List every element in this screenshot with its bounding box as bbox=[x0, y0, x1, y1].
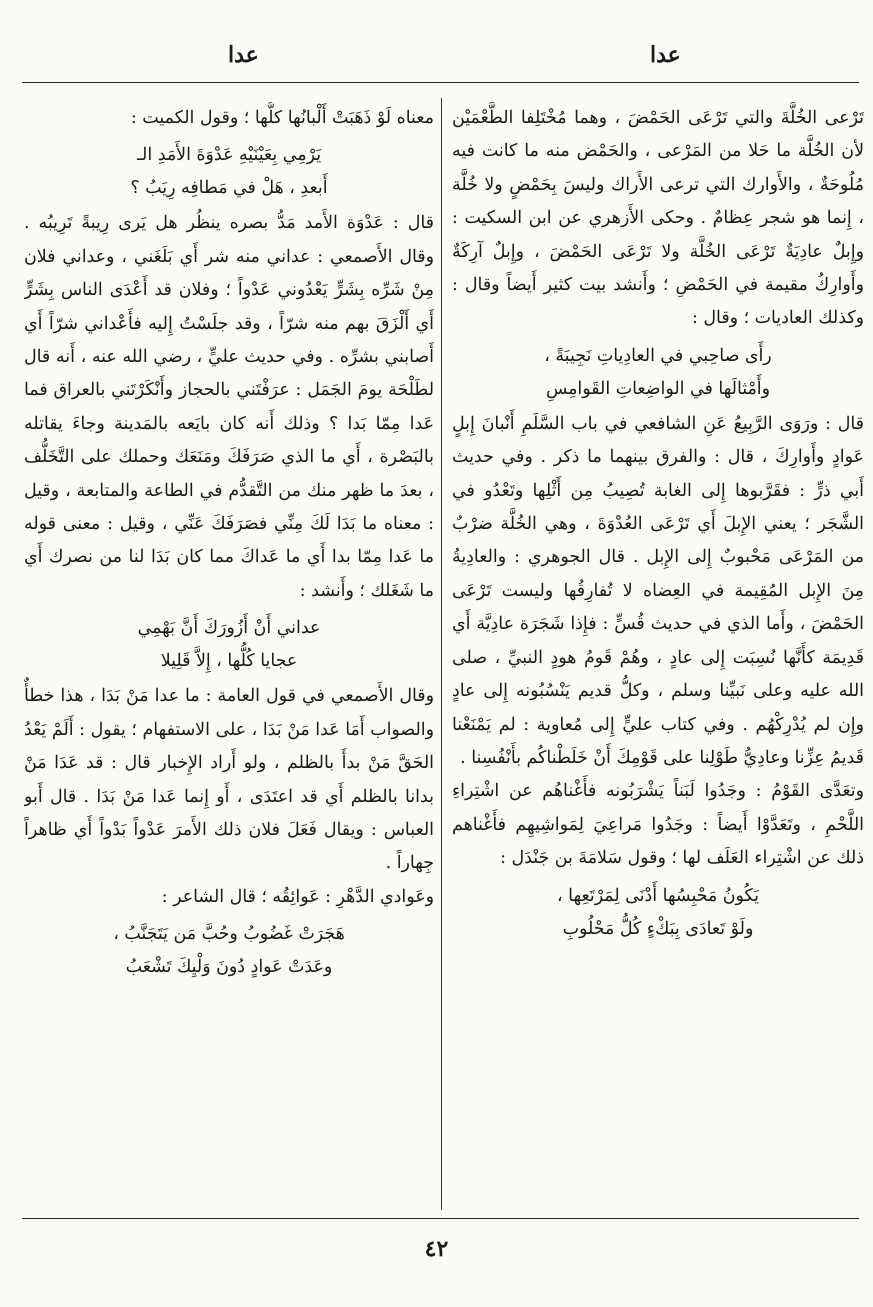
verse-line: أَبعدِ ، هَلْ في مَطافِه رِيَبُ ؟ bbox=[130, 178, 328, 199]
right-column bbox=[452, 102, 864, 1207]
running-head-right: عدا bbox=[650, 42, 681, 68]
left-column bbox=[24, 102, 434, 1207]
running-head-left: عدا bbox=[228, 42, 259, 68]
verse bbox=[452, 340, 864, 406]
verse-line: عجايا كُلُّها ، إِلاَّ قَلِيلا bbox=[160, 651, 298, 672]
paragraph: قال : عَدْوَة الأَمد مَدُّ بصره ينظُر هل يَرى رِيبةً تَرِيبُه . وقال الأَصمعي : عداني منه شر أَي بَلَغَني ، وعداني فلان مِنْ شَرِّه بِشَرٍّ يَعْدُوني عَدْواً ؛ وفلان قد أَعْدَى الناس بِشَرٍّ أَي أَلْزَقَ بهم منه شرّاً ، وقد جلَسْتُ إِليه فأَعْداني شرّاً أَي أَصابني بشرِّه . وفي حديث عليٍّ ، رضي الله عنه ، أَنه قال لطَلْحَة يومَ الجَمَل : عرَفْتَني بالحجاز وأَنْكَرْتَني بالعراق فما عَدا مِمّا بَدا ؟ وذلك أَنه كان بايَعه بالمَدينة وجاءَ يقاتله بالبَصْرة ، أَي ما الذي صَرَفَكَ ومَنَعَك وحملك على التَّخَلُّف ، بعدَ ما ظهر منك من التَّقدُّم في الطاعة والمتابعة ، وقيل : معناه ما بَدَا لَكَ مِنِّي فصَرَفَكَ عَنِّي ، وقيل : معنى قوله ما عَدا مِمّا بدا أَي ما عَداكَ مما كان بَدَا لنا من نصرك أَي ما شَغَلك ؛ وأَنشد : bbox=[24, 213, 434, 601]
verse-line: رأَى صاحِبي في العادِياتِ نَجِيبَةً ، bbox=[544, 345, 772, 366]
verse bbox=[24, 918, 434, 984]
footer-rule bbox=[22, 1218, 859, 1219]
paragraph: وتعَدَّى القَوْمُ : وجَدُوا لَبَناً يَشْرَبُونه فأَغْناهُم عن اشْتِراءِ اللَّحْمِ ، وتَعَدَّوْا أَيضاً : وجَدُوا مَراعِيَ لِمَواشِيهِم فأَغْناهم ذلك عن اشْتِراء العَلَف لها ؛ وقول سَلامَةَ بن جَنْدَل : bbox=[452, 781, 864, 869]
verse-line: ولَوْ تَعادَى بِبَكْءٍ كُلُّ مَحْلُوبِ bbox=[562, 918, 754, 939]
paragraph: تَرْعى الخُلَّةَ والتي تَرْعَى الحَمْضَ ، وهما مُخْتَلِفا الطَّعْمَيْن لأن الخُلَّة ما حَلا من المَرْعى ، والحَمْض منه ما كانت فيه مُلُوحَةٌ ، والأَوارك التي ترعى الأَراك وليسَ بِحَمْضٍ ولا خُلَّة ، إِنما هو شجر عِظامٌ . وحكى الأَزهري عن ابن السكيت : وإِبلٌ عادِيَةٌ تَرْعَى الخُلَّة ولا تَرْعَى الحَمْضَ ، وإِبلٌ آرِكَةٌ وأَوارِكُ مقيمة في الحَمْضِ ؛ وأَنشد بيت كثير أَيضاً وقال : وكذلك العاديات ؛ وقال : bbox=[452, 108, 864, 329]
column-divider bbox=[441, 98, 442, 1210]
verse-line: عداني أَنْ أَزُورَكَ أَنَّ بَهْمِي bbox=[137, 618, 321, 639]
page-number: ٤٢ bbox=[424, 1236, 449, 1262]
verse bbox=[24, 612, 434, 678]
header-rule bbox=[22, 82, 859, 83]
verse-line: يَكُونُ مَحْبِسُها أَدْنَى لِمَرْتَعِها ، bbox=[557, 885, 759, 906]
paragraph: وقال الأَصمعي في قول العامة : ما عدا مَنْ بَدَا ، هذا خطأٌ والصواب أَمَا عَدا مَنْ بَدَا ، على الاستفهام ؛ يقول : أَلَمْ يَعْدُ الحَقَّ مَنْ بدأَ بالظلم ، ولو أَراد الإِخبار قال : قد عَدَا مَنْ بدانا بالظلم أَي قد اعتَدَى ، أَو إِنما عَدا مَنْ بَدَا . قال أَبو العباس : ويقال فَعَلَ فلان ذلك الأَمرَ عَدْواً بَدْواً أَي ظاهراً جِهاراً . bbox=[24, 686, 434, 874]
verse-line: هَجَرَتْ غَضُوبُ وحُبَّ مَن يَتَجَنَّبُ ، bbox=[113, 924, 345, 945]
paragraph: قال : ورَوَى الرَّبِيعُ عَنِ الشافعي في باب السَّلَمِ أَنْبانَ إِبلٍ عَوادٍ وأَوارِكَ ، قال : والفرق بينهما ما ذكر . وفي حديث أَبي ذرٍّ : فقَرَّبوها إِلى الغابة تُصِيبُ مِن أَثْلِها وتَعْدُو في الشَّجَر ؛ يعني الإِبلَ أَي تَرْعَى العُدْوَةَ ، وهي الخُلَّة ضرْبٌ من المَرْعَى مَحْبوبٌ إِلى الإِبل . قال الجوهري : والعادِيةُ مِنَ الإِبل المُقِيمة في العِضاه لا تُفارِقُها وليست تَرْعَى الحَمْضَ ، وأَما الذي في حديث قُسٍّ : فإِذا شَجَرَة عادِيَّة أَي قَدِيمَة كأَنَّها نُسِبَت إِلى عادٍ ، وهُمْ قَومُ هودٍ النبيِّ ، صلى الله عليه وعلى نَبيِّنا وسلم ، وكلُّ قديم يَنْسُبُونه إِلى عادٍ وإِن لم يُدْرِكْهُم . وفي كتاب عليٍّ إِلى مُعاوية : لم يَمْنَعْنا قَديمُ عِزِّنا وعادِيُّ طَوْلِنا على قَوْمِكَ أَنْ خَلَطْناكُم بأَنْفُسِنا . bbox=[452, 413, 864, 768]
verse bbox=[452, 880, 864, 946]
verse-line: وعَدَتْ عَوادٍ دُونَ وَلْيِكَ تَشْعَبُ bbox=[125, 957, 333, 978]
paragraph: معناه لَوْ ذَهَبَتْ أَلْبانُها كلُّها ؛ وقول الكميت : bbox=[130, 108, 434, 128]
verse-line: وأَمْثالَها في الواضِعاتِ القَوامِسِ bbox=[545, 378, 771, 399]
verse-line: يَرْمِي بِعَيْنَيْهِ عَدْوَةَ الأَمَدِ الـ bbox=[136, 145, 322, 166]
paragraph: وعَوادي الدَّهْرِ : عَوائِقُه ؛ قال الشاعر : bbox=[161, 886, 434, 907]
verse bbox=[24, 139, 434, 205]
